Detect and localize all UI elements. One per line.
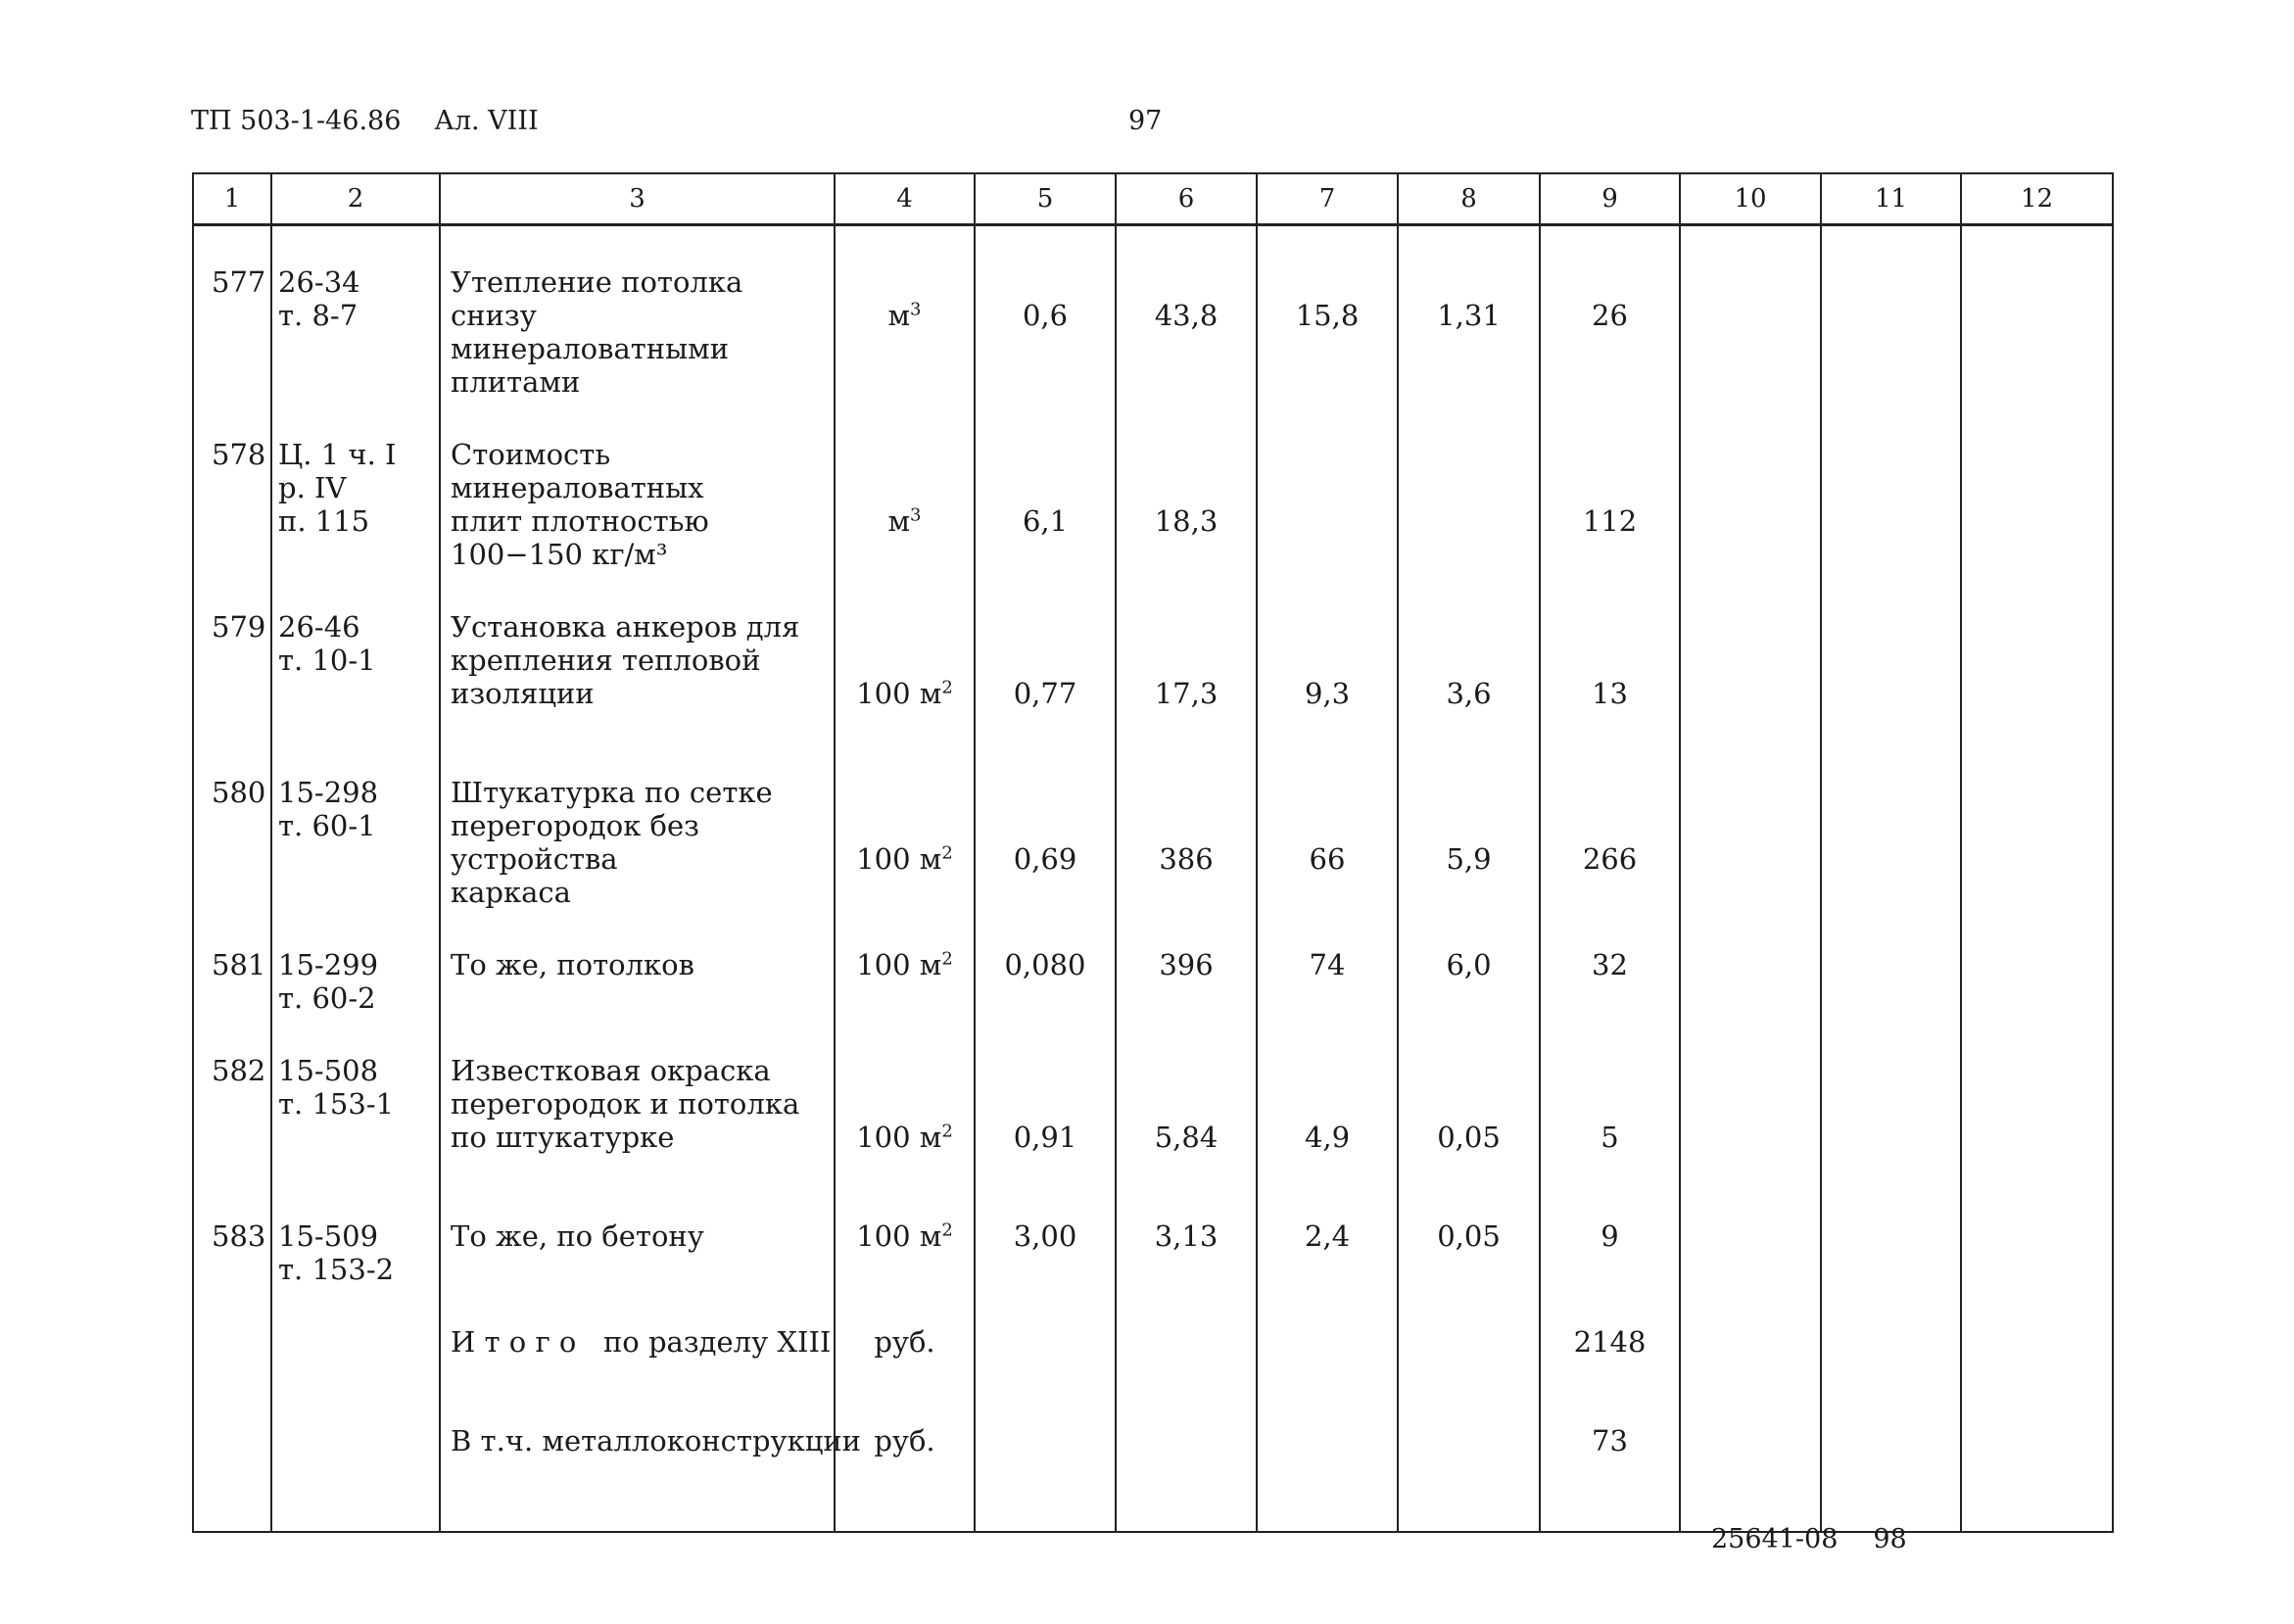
unit: 100 м <box>856 1219 942 1253</box>
value: 32 <box>1592 948 1628 981</box>
row-number-text: 582 <box>212 1054 266 1087</box>
value-cell <box>1398 1015 1540 1180</box>
col-header: 7 <box>1257 173 1398 225</box>
work-description <box>440 1180 835 1286</box>
row-number-text: 581 <box>212 948 266 981</box>
empty-cell <box>1257 1385 1398 1532</box>
value: 5 <box>1601 1121 1619 1154</box>
value-cell <box>975 909 1116 1015</box>
description-line: перегородок и потолка <box>451 1087 800 1121</box>
col-header: 4 <box>835 173 975 225</box>
empty-cell <box>1961 1286 2113 1385</box>
work-description <box>440 1015 835 1180</box>
norm-code <box>271 1180 440 1286</box>
sheet-code: 25641-08 <box>1711 1524 1839 1554</box>
empty-cell <box>271 1286 440 1385</box>
norm-code-line: 15-508 <box>278 1054 379 1087</box>
album-label: Ал. VIII <box>434 106 539 136</box>
empty-cell <box>1680 1015 1821 1180</box>
value-cell <box>1257 399 1398 571</box>
col-header: 3 <box>440 173 835 225</box>
unit: руб. <box>874 1424 935 1457</box>
value-cell <box>1540 909 1680 1015</box>
value-cell <box>1398 909 1540 1015</box>
value-cell <box>1398 737 1540 909</box>
value: 396 <box>1159 948 1214 981</box>
empty-cell <box>1116 1385 1257 1532</box>
norm-code-line: т. 60-1 <box>278 809 376 842</box>
empty-cell <box>271 1385 440 1532</box>
value: 4,9 <box>1304 1121 1351 1154</box>
col-header: 8 <box>1398 173 1540 225</box>
unit-cell <box>835 571 975 737</box>
row-number <box>193 1180 271 1286</box>
norm-code-line: 15-509 <box>278 1219 379 1253</box>
value: 2,4 <box>1304 1219 1351 1253</box>
row-number <box>193 225 271 400</box>
empty-cell <box>1821 399 1961 571</box>
unit-cell <box>835 1385 975 1532</box>
value-cell <box>975 225 1116 400</box>
empty-cell <box>1821 1385 1961 1532</box>
empty-cell <box>1116 1286 1257 1385</box>
unit-exponent: 2 <box>941 842 953 864</box>
col-header: 5 <box>975 173 1116 225</box>
empty-cell <box>1961 1180 2113 1286</box>
norm-code-line: т. 60-2 <box>278 981 376 1015</box>
unit: м <box>887 504 911 538</box>
row-number <box>193 737 271 909</box>
value-cell <box>1540 225 1680 400</box>
value: 3,13 <box>1154 1219 1219 1253</box>
value: 9,3 <box>1304 677 1351 710</box>
description-line: плит плотностью <box>451 504 709 538</box>
description-line: То же, по бетону <box>451 1219 704 1253</box>
norm-code-line: т. 8-7 <box>278 299 358 332</box>
empty-cell <box>1257 1286 1398 1385</box>
norm-code-line: р. IV <box>278 471 347 504</box>
unit: руб. <box>874 1325 935 1359</box>
value-cell <box>1116 909 1257 1015</box>
table-row <box>193 571 2113 737</box>
total-row <box>193 1286 2113 1385</box>
description-line: Штукатурка по сетке <box>451 776 773 809</box>
footer <box>1711 1524 1907 1554</box>
value: 9 <box>1601 1219 1619 1253</box>
norm-code-line: 15-299 <box>278 948 379 981</box>
total-label-text: В т.ч. металлоконструкции <box>451 1424 862 1457</box>
value-cell <box>1116 737 1257 909</box>
description-line: изоляции <box>451 677 595 710</box>
empty-cell <box>1821 1286 1961 1385</box>
empty-cell <box>1398 1385 1540 1532</box>
norm-code <box>271 1015 440 1180</box>
row-number <box>193 1015 271 1180</box>
value-cell <box>1116 571 1257 737</box>
unit-cell <box>835 1015 975 1180</box>
empty-cell <box>1821 1180 1961 1286</box>
description-line: 100−150 кг/м³ <box>451 538 668 571</box>
value-cell <box>1116 1015 1257 1180</box>
value: 5,84 <box>1154 1121 1219 1154</box>
value-cell <box>1257 225 1398 400</box>
value: 266 <box>1582 842 1638 876</box>
empty-cell <box>1680 1286 1821 1385</box>
norm-code-line: 15-298 <box>278 776 379 809</box>
value-cell <box>975 571 1116 737</box>
table-row <box>193 225 2113 400</box>
empty-cell <box>1961 737 2113 909</box>
empty-cell <box>1680 399 1821 571</box>
value: 3,00 <box>1013 1219 1077 1253</box>
empty-cell <box>975 1385 1116 1532</box>
value-cell <box>1540 571 1680 737</box>
description-line: по штукатурке <box>451 1121 675 1154</box>
description-line: Стоимость минераловатных <box>451 438 704 504</box>
value-cell <box>1257 571 1398 737</box>
description-line: Утепление потолка снизу <box>451 265 743 332</box>
description-line: перегородок без устройства <box>451 809 699 876</box>
total-label <box>440 1286 835 1385</box>
unit-cell <box>835 399 975 571</box>
unit-cell <box>835 737 975 909</box>
value: 15,8 <box>1295 299 1360 332</box>
norm-code-line: Ц. 1 ч. I <box>278 438 397 471</box>
value-cell <box>1398 225 1540 400</box>
unit-exponent: 3 <box>910 299 922 320</box>
unit: 100 м <box>856 842 942 876</box>
value: 17,3 <box>1154 677 1219 710</box>
footer-page: 98 <box>1873 1524 1907 1554</box>
value: 3,6 <box>1446 677 1492 710</box>
description-line: Установка анкеров для <box>451 610 800 644</box>
col-header: 1 <box>193 173 271 225</box>
value-cell <box>1116 225 1257 400</box>
row-number-text: 583 <box>212 1219 266 1253</box>
description-line: То же, потолков <box>451 948 694 981</box>
norm-code-line: 26-46 <box>278 610 360 644</box>
value-cell <box>975 1015 1116 1180</box>
work-description <box>440 737 835 909</box>
table-row <box>193 1015 2113 1180</box>
empty-cell <box>193 1385 271 1532</box>
row-number-text: 579 <box>212 610 266 644</box>
row-number-text: 578 <box>212 438 266 471</box>
description-line: каркаса <box>451 876 571 909</box>
table-row <box>193 909 2113 1015</box>
work-description <box>440 225 835 400</box>
value-cell <box>1116 1180 1257 1286</box>
value: 66 <box>1309 842 1346 876</box>
empty-cell <box>1680 225 1821 400</box>
value-cell <box>1257 737 1398 909</box>
unit: 100 м <box>856 1121 942 1154</box>
empty-cell <box>1961 1385 2113 1532</box>
value-cell <box>1257 1180 1398 1286</box>
row-number <box>193 399 271 571</box>
empty-cell <box>1680 737 1821 909</box>
unit-exponent: 2 <box>941 1219 953 1241</box>
total-label <box>440 1385 862 1532</box>
unit-exponent: 2 <box>941 1121 953 1142</box>
value: 74 <box>1309 948 1346 981</box>
empty-cell <box>1961 399 2113 571</box>
value: 6,0 <box>1446 948 1492 981</box>
document-code-header <box>191 106 539 136</box>
unit-cell <box>835 225 975 400</box>
unit-exponent: 3 <box>910 504 922 526</box>
row-number-text: 577 <box>212 265 266 299</box>
value: 0,6 <box>1022 299 1069 332</box>
value-cell <box>975 737 1116 909</box>
description-line: минераловатными плитами <box>451 332 730 399</box>
page-number: 97 <box>1128 106 1163 136</box>
empty-cell <box>1821 571 1961 737</box>
value: 0,77 <box>1013 677 1077 710</box>
value: 0,91 <box>1013 1121 1077 1154</box>
work-description <box>440 571 835 737</box>
work-description <box>440 399 835 571</box>
empty-cell <box>1961 225 2113 400</box>
value-cell <box>1398 399 1540 571</box>
value-cell <box>1398 571 1540 737</box>
value-cell <box>1257 909 1398 1015</box>
empty-cell <box>1961 571 2113 737</box>
col-header: 2 <box>271 173 440 225</box>
empty-cell <box>1680 1385 1821 1532</box>
col-header: 9 <box>1540 173 1680 225</box>
value: 0,05 <box>1437 1219 1501 1253</box>
col-header: 6 <box>1116 173 1257 225</box>
row-number-text: 580 <box>212 776 266 809</box>
norm-code-line: п. 115 <box>278 504 370 538</box>
total-label-text: И т о г о по разделу XIII <box>451 1325 832 1359</box>
unit-exponent: 2 <box>941 677 953 698</box>
value-cell <box>1540 1015 1680 1180</box>
col-header: 12 <box>1961 173 2113 225</box>
col-header: 11 <box>1821 173 1961 225</box>
empty-cell <box>1398 1286 1540 1385</box>
value-cell <box>1116 399 1257 571</box>
norm-code-line: 26-34 <box>278 265 360 299</box>
empty-cell <box>1961 909 2113 1015</box>
unit-cell <box>835 909 975 1015</box>
unit-cell <box>835 1286 975 1385</box>
value: 1,31 <box>1437 299 1501 332</box>
value: 0,69 <box>1013 842 1077 876</box>
empty-cell <box>975 1286 1116 1385</box>
empty-cell <box>1680 571 1821 737</box>
value: 18,3 <box>1154 504 1219 538</box>
col-header: 10 <box>1680 173 1821 225</box>
value: 13 <box>1592 677 1628 710</box>
value-cell <box>975 1180 1116 1286</box>
column-number-row <box>193 173 2113 225</box>
empty-cell <box>1680 1180 1821 1286</box>
norm-code-line: т. 153-1 <box>278 1087 395 1121</box>
unit: м <box>887 299 911 332</box>
unit-cell <box>835 1180 975 1286</box>
value-cell <box>1540 1286 1680 1385</box>
empty-cell <box>1821 1015 1961 1180</box>
value: 43,8 <box>1154 299 1219 332</box>
row-number <box>193 571 271 737</box>
norm-code <box>271 399 440 571</box>
value-cell <box>1540 1385 1680 1532</box>
total-row <box>193 1385 2113 1532</box>
value: 26 <box>1592 299 1628 332</box>
norm-code <box>271 225 440 400</box>
value: 6,1 <box>1022 504 1069 538</box>
work-description <box>440 909 835 1015</box>
value: 0,080 <box>1004 948 1086 981</box>
value: 5,9 <box>1446 842 1492 876</box>
value: 386 <box>1159 842 1214 876</box>
empty-cell <box>1680 909 1821 1015</box>
value-cell <box>1540 737 1680 909</box>
empty-cell <box>1961 1015 2113 1180</box>
value-cell <box>1540 399 1680 571</box>
value: 73 <box>1592 1424 1628 1457</box>
table-row <box>193 399 2113 571</box>
description-line: крепления тепловой <box>451 644 761 677</box>
unit: 100 м <box>856 677 942 710</box>
norm-code <box>271 571 440 737</box>
estimate-table <box>192 172 2114 1533</box>
value-cell <box>1257 1015 1398 1180</box>
norm-code-line: т. 153-2 <box>278 1253 395 1286</box>
empty-cell <box>1821 737 1961 909</box>
value: 112 <box>1582 504 1638 538</box>
unit: 100 м <box>856 948 942 981</box>
row-number <box>193 909 271 1015</box>
empty-cell <box>193 1286 271 1385</box>
value: 2148 <box>1573 1325 1647 1359</box>
table-row <box>193 737 2113 909</box>
empty-cell <box>1821 225 1961 400</box>
norm-code-line: т. 10-1 <box>278 644 376 677</box>
table-row <box>193 1180 2113 1286</box>
empty-cell <box>1821 909 1961 1015</box>
norm-code <box>271 909 440 1015</box>
description-line: Известковая окраска <box>451 1054 771 1087</box>
value: 0,05 <box>1437 1121 1501 1154</box>
doc-code: ТП 503-1-46.86 <box>191 106 402 136</box>
value-cell <box>1540 1180 1680 1286</box>
unit-exponent: 2 <box>941 948 953 970</box>
norm-code <box>271 737 440 909</box>
value-cell <box>1398 1180 1540 1286</box>
value-cell <box>975 399 1116 571</box>
